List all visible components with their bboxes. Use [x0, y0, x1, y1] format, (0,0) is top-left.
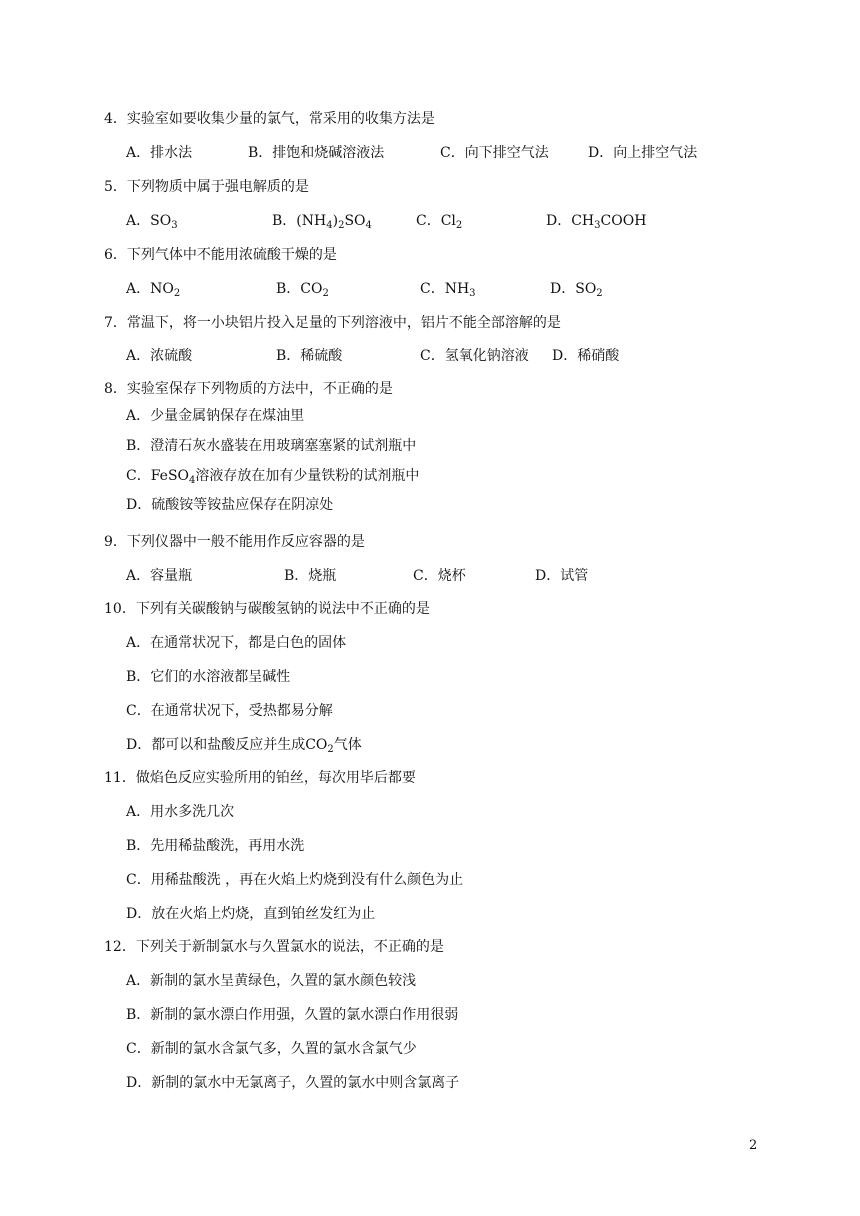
option-b: B．排饱和烧碱溶液法: [248, 145, 385, 161]
option-b: B．烧瓶: [284, 568, 337, 584]
option-d: D．都可以和盐酸反应并生成$CO_2$气体: [126, 737, 362, 755]
option-b: B．澄清石灰水盛装在用玻璃塞塞紧的试剂瓶中: [126, 438, 417, 454]
option-a: A．在通常状况下，都是白色的固体: [126, 635, 347, 651]
option-d: D．向上排空气法: [588, 145, 698, 161]
option-a: A．用水多洗几次: [126, 804, 235, 820]
option-a: A．容量瓶: [126, 568, 193, 584]
question-10-stem: 10．下列有关碳酸钠与碳酸氢钠的说法中不正确的是: [104, 601, 430, 617]
option-c: C．氢氧化钠溶液: [420, 348, 529, 364]
page-number: 2: [749, 1138, 758, 1153]
option-a: A．$NO_2$: [126, 281, 181, 299]
question-6-stem: 6．下列气体中不能用浓硫酸干燥的是: [104, 247, 337, 263]
option-d: D．稀硝酸: [552, 348, 620, 364]
option-d: D．新制的氯水中无氯离子，久置的氯水中则含氯离子: [126, 1075, 460, 1091]
question-5-stem: 5．下列物质中属于强电解质的是: [104, 179, 309, 195]
option-c: C．烧杯: [413, 568, 466, 584]
option-a: A．$SO_3$: [126, 213, 178, 231]
option-c: C．FeSO$_4$溶液存放在加有少量铁粉的试剂瓶中: [126, 468, 420, 486]
option-c: C．$Cl_2$: [416, 213, 463, 231]
option-b: B．新制的氯水漂白作用强，久置的氯水漂白作用很弱: [126, 1007, 459, 1023]
option-c: C．在通常状况下，受热都易分解: [126, 703, 333, 719]
option-d: D．$SO_2$: [550, 281, 603, 299]
question-8-stem: 8．实验室保存下列物质的方法中，不正确的是: [104, 381, 393, 397]
question-9-stem: 9．下列仪器中一般不能用作反应容器的是: [104, 534, 365, 550]
option-b: B．稀硫酸: [276, 348, 343, 364]
option-c: C．向下排空气法: [440, 145, 549, 161]
option-b: B．先用稀盐酸洗，再用水洗: [126, 838, 305, 854]
option-b: B．$(NH_4)_2SO_4$: [272, 213, 372, 231]
option-c: C．用稀盐酸洗 ，再在火焰上灼烧到没有什么颜色为止: [126, 872, 464, 888]
option-d: D．硫酸铵等铵盐应保存在阴凉处: [126, 497, 334, 513]
question-7-stem: 7．常温下，将一小块铝片投入足量的下列溶液中，铝片不能全部溶解的是: [104, 315, 561, 331]
option-a: A．排水法: [126, 145, 193, 161]
option-d: D．放在火焰上灼烧，直到铂丝发红为止: [126, 906, 376, 922]
option-d: D．试管: [535, 568, 589, 584]
question-11-stem: 11．做焰色反应实验所用的铂丝，每次用毕后都要: [104, 770, 416, 786]
option-a: A．少量金属钠保存在煤油里: [126, 408, 305, 424]
question-4-stem: 4．实验室如要收集少量的氯气，常采用的收集方法是: [104, 111, 435, 127]
option-b: B．它们的水溶液都呈碱性: [126, 669, 291, 685]
option-a: A．新制的氯水呈黄绿色，久置的氯水颜色较浅: [126, 973, 417, 989]
option-a: A．浓硫酸: [126, 348, 193, 364]
option-c: C．$NH_3$: [420, 281, 476, 299]
option-c: C．新制的氯水含氯气多，久置的氯水含氯气少: [126, 1041, 417, 1057]
question-12-stem: 12．下列关于新制氯水与久置氯水的说法，不正确的是: [104, 939, 444, 955]
option-d: D．$CH_3COOH$: [546, 213, 647, 231]
option-b: B．$CO_2$: [276, 281, 329, 299]
